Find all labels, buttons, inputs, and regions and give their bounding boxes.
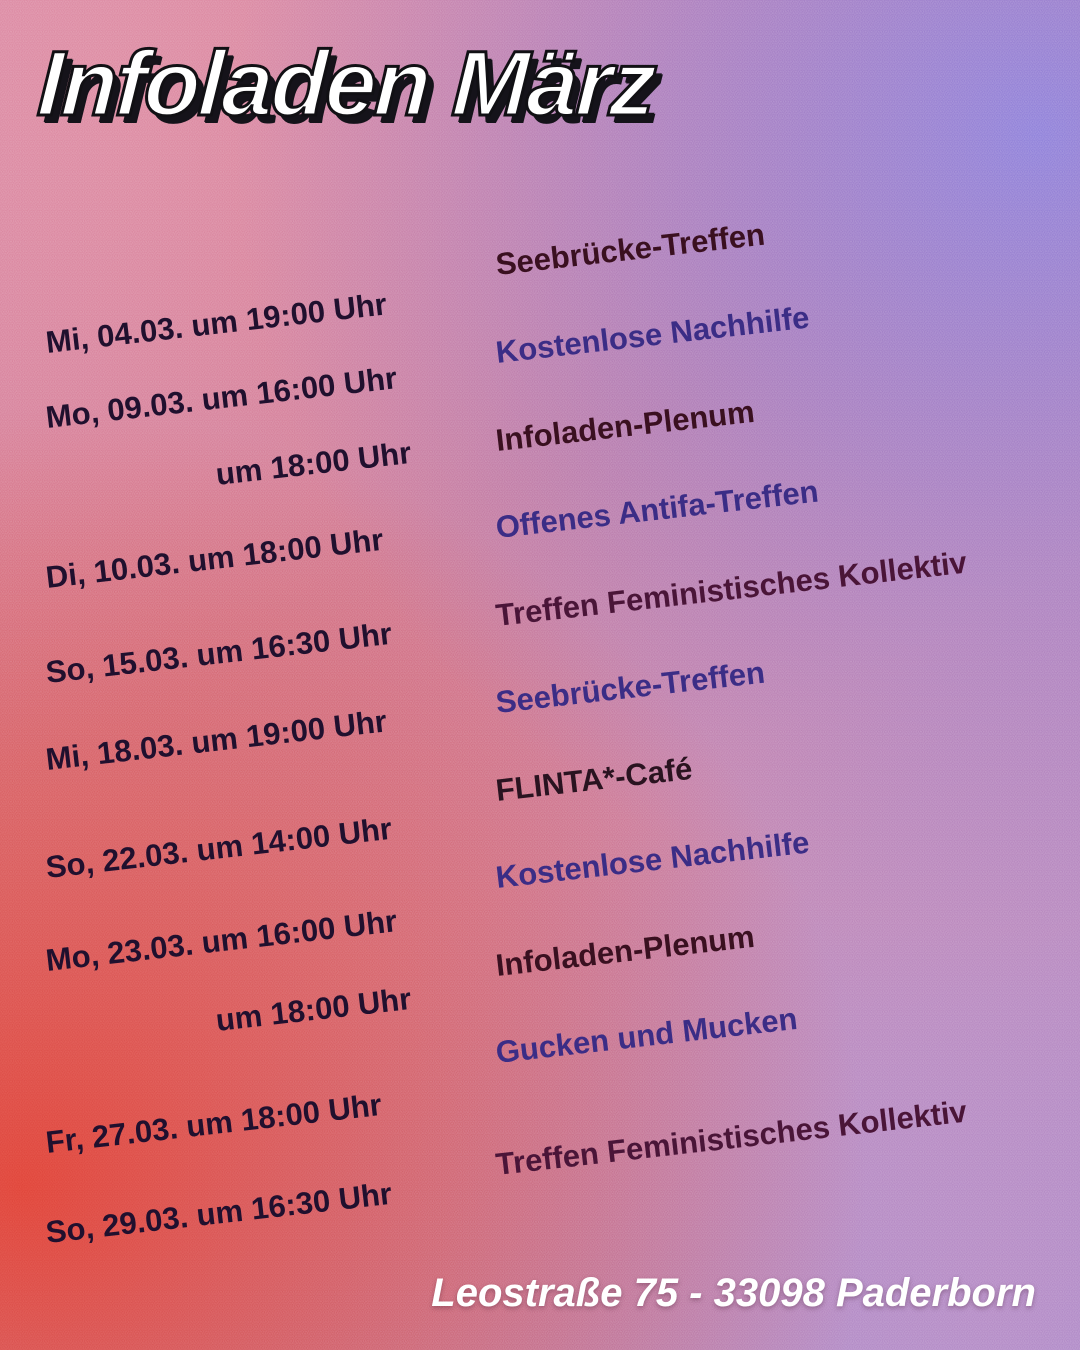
schedule-event: Treffen Feministisches Kollektiv bbox=[493, 1093, 969, 1183]
schedule-event: Treffen Feministisches Kollektiv bbox=[493, 544, 969, 634]
schedule-event: Offenes Antifa-Treffen bbox=[493, 473, 821, 546]
schedule-date: um 18:00 Uhr bbox=[213, 980, 414, 1039]
schedule-event: FLINTA*-Café bbox=[493, 750, 695, 809]
schedule-date: um 18:00 Uhr bbox=[213, 434, 414, 493]
schedule-event: Seebrücke-Treffen bbox=[493, 216, 767, 283]
schedule-date: Mo, 23.03. um 16:00 Uhr bbox=[43, 903, 399, 979]
schedule-event: Gucken und Mucken bbox=[493, 1000, 800, 1071]
schedule-event: Seebrücke-Treffen bbox=[493, 654, 767, 721]
page-title: Infoladen März bbox=[35, 33, 657, 135]
schedule-event: Infoladen-Plenum bbox=[493, 918, 757, 984]
schedule-date: Mi, 18.03. um 19:00 Uhr bbox=[43, 703, 389, 778]
schedule-date: So, 22.03. um 14:00 Uhr bbox=[43, 810, 394, 886]
schedule-event: Kostenlose Nachhilfe bbox=[493, 299, 812, 371]
schedule-event: Kostenlose Nachhilfe bbox=[493, 824, 812, 896]
footer bbox=[0, 1271, 1080, 1316]
schedule-date: So, 29.03. um 16:30 Uhr bbox=[43, 1175, 394, 1251]
schedule-date: Di, 10.03. um 18:00 Uhr bbox=[43, 521, 386, 596]
schedule-date: So, 15.03. um 16:30 Uhr bbox=[43, 615, 394, 691]
schedule-date: Mi, 04.03. um 19:00 Uhr bbox=[43, 286, 389, 361]
address-line: Leostraße 75 - 33098 Paderborn bbox=[431, 1271, 1036, 1315]
schedule-event: Infoladen-Plenum bbox=[493, 393, 757, 459]
schedule-list bbox=[0, 185, 1080, 1251]
schedule-date: Fr, 27.03. um 18:00 Uhr bbox=[43, 1087, 384, 1161]
schedule-date: Mo, 09.03. um 16:00 Uhr bbox=[43, 360, 399, 436]
